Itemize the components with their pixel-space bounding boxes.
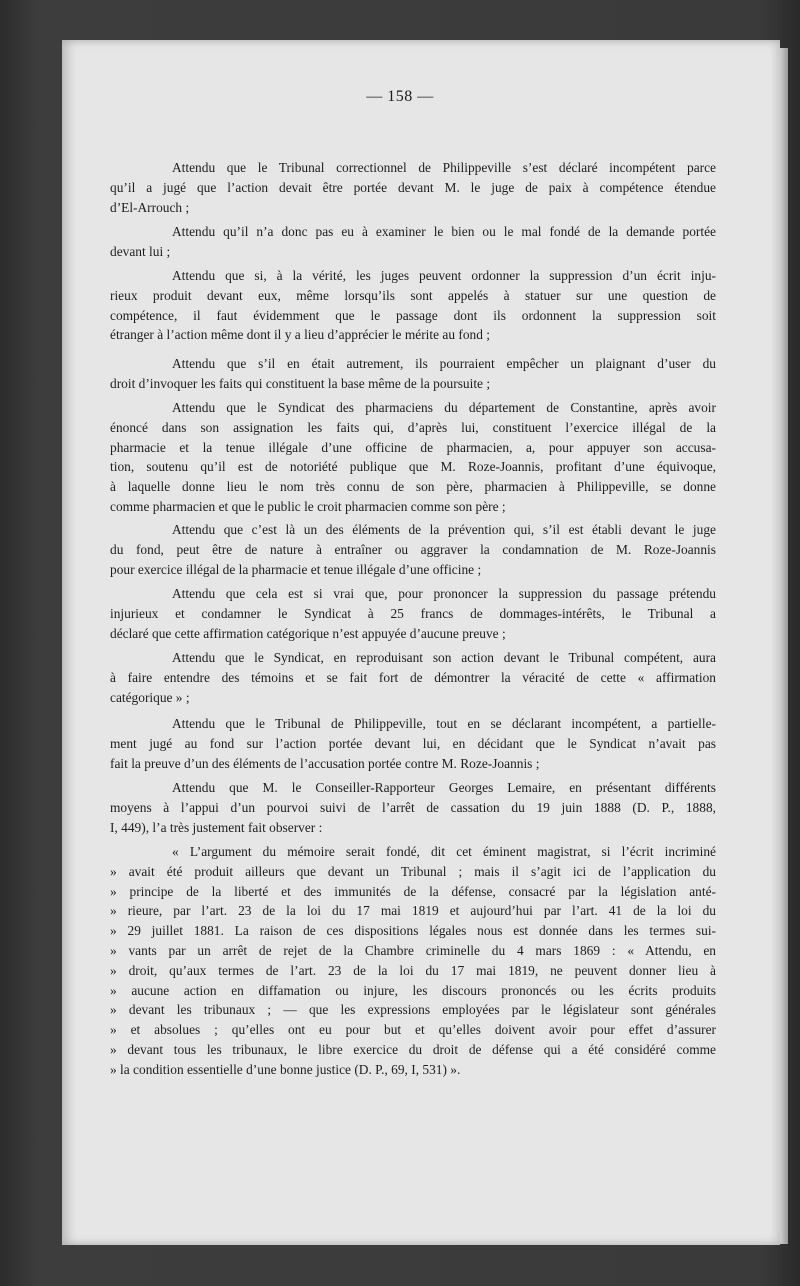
text-line: « L’argument du mémoire serait fondé, dit cet éminent magistrat, si l’écrit incriminé [172,844,716,859]
paragraph [110,354,716,394]
text-line: Attendu que cela est si vrai que, pour prononcer la suppression du passage prétendu [172,586,716,601]
text-line: » vants par un arrêt de rejet de la Chambre criminelle du 4 mars 1869 : « Attendu, en [110,942,716,958]
text-line: » rieure, par l’art. 23 de la loi du 17 mai 1819 et aujourd’hui par l’art. 41 de la loi du [110,903,716,919]
text-line: Attendu que le Tribunal de Philippeville, tout en se déclarant incompétent, a partielle- [172,716,716,731]
text-line: Attendu que M. le Conseiller-Rapporteur Georges Lemaire, en présentant différents [172,780,716,795]
paragraph [110,158,716,217]
text-line: à faire entendre des témoins et se fait fort de démontrer la véracité de cette « affirmation [110,669,716,685]
paragraph [110,648,716,707]
text-line: Attendu que c’est là un des éléments de la prévention qui, s’il est établi devant le juge [172,522,716,537]
paragraph [110,520,716,579]
text-line: du fond, peut être de nature à entraîner ou aggraver la condamnation de M. Roze-Joannis [110,541,716,557]
text-line: devant lui ; [110,243,171,259]
text-line: à laquelle donne lieu le nom très connu de son père, pharmacien à Philippeville, se donne [110,479,716,495]
text-line: » aucune action en diffamation ou injure, les discours prononcés ou les écrits produits [110,982,716,998]
page-number: — 158 — [366,88,434,105]
text-line: étranger à l’action même dont il y a lieu d’apprécier le mérite au fond ; [110,327,490,343]
text-line: rieux produit devant eux, même lorsqu’ils sont appelés à statuer sur une question de [110,287,716,303]
paragraph [110,398,716,517]
paragraph [110,266,716,345]
text-line: qu’il a jugé que l’action devait être portée devant M. le juge de paix à compétence étendue [110,179,716,195]
text-line: » principe de la liberté et des immunités de la défense, consacré par la législation anté- [110,883,716,899]
text-line: comme pharmacien et que le public le croit pharmacien comme son père ; [110,498,506,514]
paragraph [110,222,716,262]
text-line: » devant tous les tribunaux, le libre exercice du droit de défense qui a été considéré comme [110,1041,716,1057]
text-line: pour exercice illégal de la pharmacie et tenue illégale d’une officine ; [110,561,482,577]
text-line: I, 449), l’a très justement fait observer : [110,819,323,835]
text-line: moyens à l’appui d’un pourvoi suivi de l’arrêt de cassation du 19 juin 1888 (D. P., 1888, [110,799,716,815]
paragraph [110,778,716,837]
text-line: injurieux et condamner le Syndicat à 25 francs de dommages-intérêts, le Tribunal a [110,605,716,621]
text-line: Attendu qu’il n’a donc pas eu à examiner le bien ou le mal fondé de la demande portée [172,224,716,239]
text-line: » devant les tribunaux ; — que les expressions employées par le législateur sont générales [110,1002,716,1018]
text-line: Attendu que le Syndicat des pharmaciens du département de Constantine, après avoir [172,400,716,415]
text-line: » droit, qu’aux termes de l’art. 23 de la loi du 17 mai 1819, ne peuvent donner lieu à [110,962,716,978]
paragraph [110,714,716,773]
text-line: » la condition essentielle d’une bonne justice (D. P., 69, I, 531) ». [110,1061,461,1077]
text-line: Attendu que s’il en était autrement, ils pourraient empêcher un plaignant d’user du [172,356,716,371]
text-line: Attendu que si, à la vérité, les juges peuvent ordonner la suppression d’un écrit inju- [172,268,716,283]
text-line: d’El-Arrouch ; [110,199,190,215]
text-line: Attendu que le Syndicat, en reproduisant son action devant le Tribunal compétent, aura [172,650,716,665]
text-line: Attendu que le Tribunal correctionnel de Philippeville s’est déclaré incompétent parce [172,160,716,175]
text-line: droit d’invoquer les faits qui constituent la base même de la poursuite ; [110,375,491,391]
text-line: compétence, il faut évidemment que le passage dont ils ordonnent la suppression soit [110,307,716,323]
text-line: tion, soutenu qu’il est de notoriété publique que M. Roze-Joannis, profitant d’une équivoque, [110,459,716,475]
text-line: pharmacie et la tenue illégale d’une officine de pharmacien, a, pour appuyer son accusa- [110,439,716,455]
paragraph [110,584,716,643]
text-line: » 29 juillet 1881. La raison de ces dispositions légales nous est donnée dans les termes sui- [110,923,716,939]
page-edge [780,48,788,1244]
text-line: » avait été produit ailleurs que devant un Tribunal ; mais il s’agit ici de l’application du [110,863,716,879]
text-line: énoncé dans son assignation les faits qui, d’après lui, constituent l’exercice illégal de la [110,419,716,435]
paragraph [110,842,716,1080]
text-line: déclaré que cette affirmation catégorique n’est appuyée d’aucune preuve ; [110,625,506,641]
text-line: » et absolues ; qu’elles ont eu pour but et qu’elles doivent avoir pour effet d’assurer [110,1022,716,1038]
text-line: catégorique » ; [110,689,190,705]
text-line: fait la preuve d’un des éléments de l’accusation portée contre M. Roze-Joannis ; [110,755,540,771]
text-line: ment jugé au fond sur l’action portée devant lui, en décidant que le Syndicat n’avait pas [110,735,716,751]
